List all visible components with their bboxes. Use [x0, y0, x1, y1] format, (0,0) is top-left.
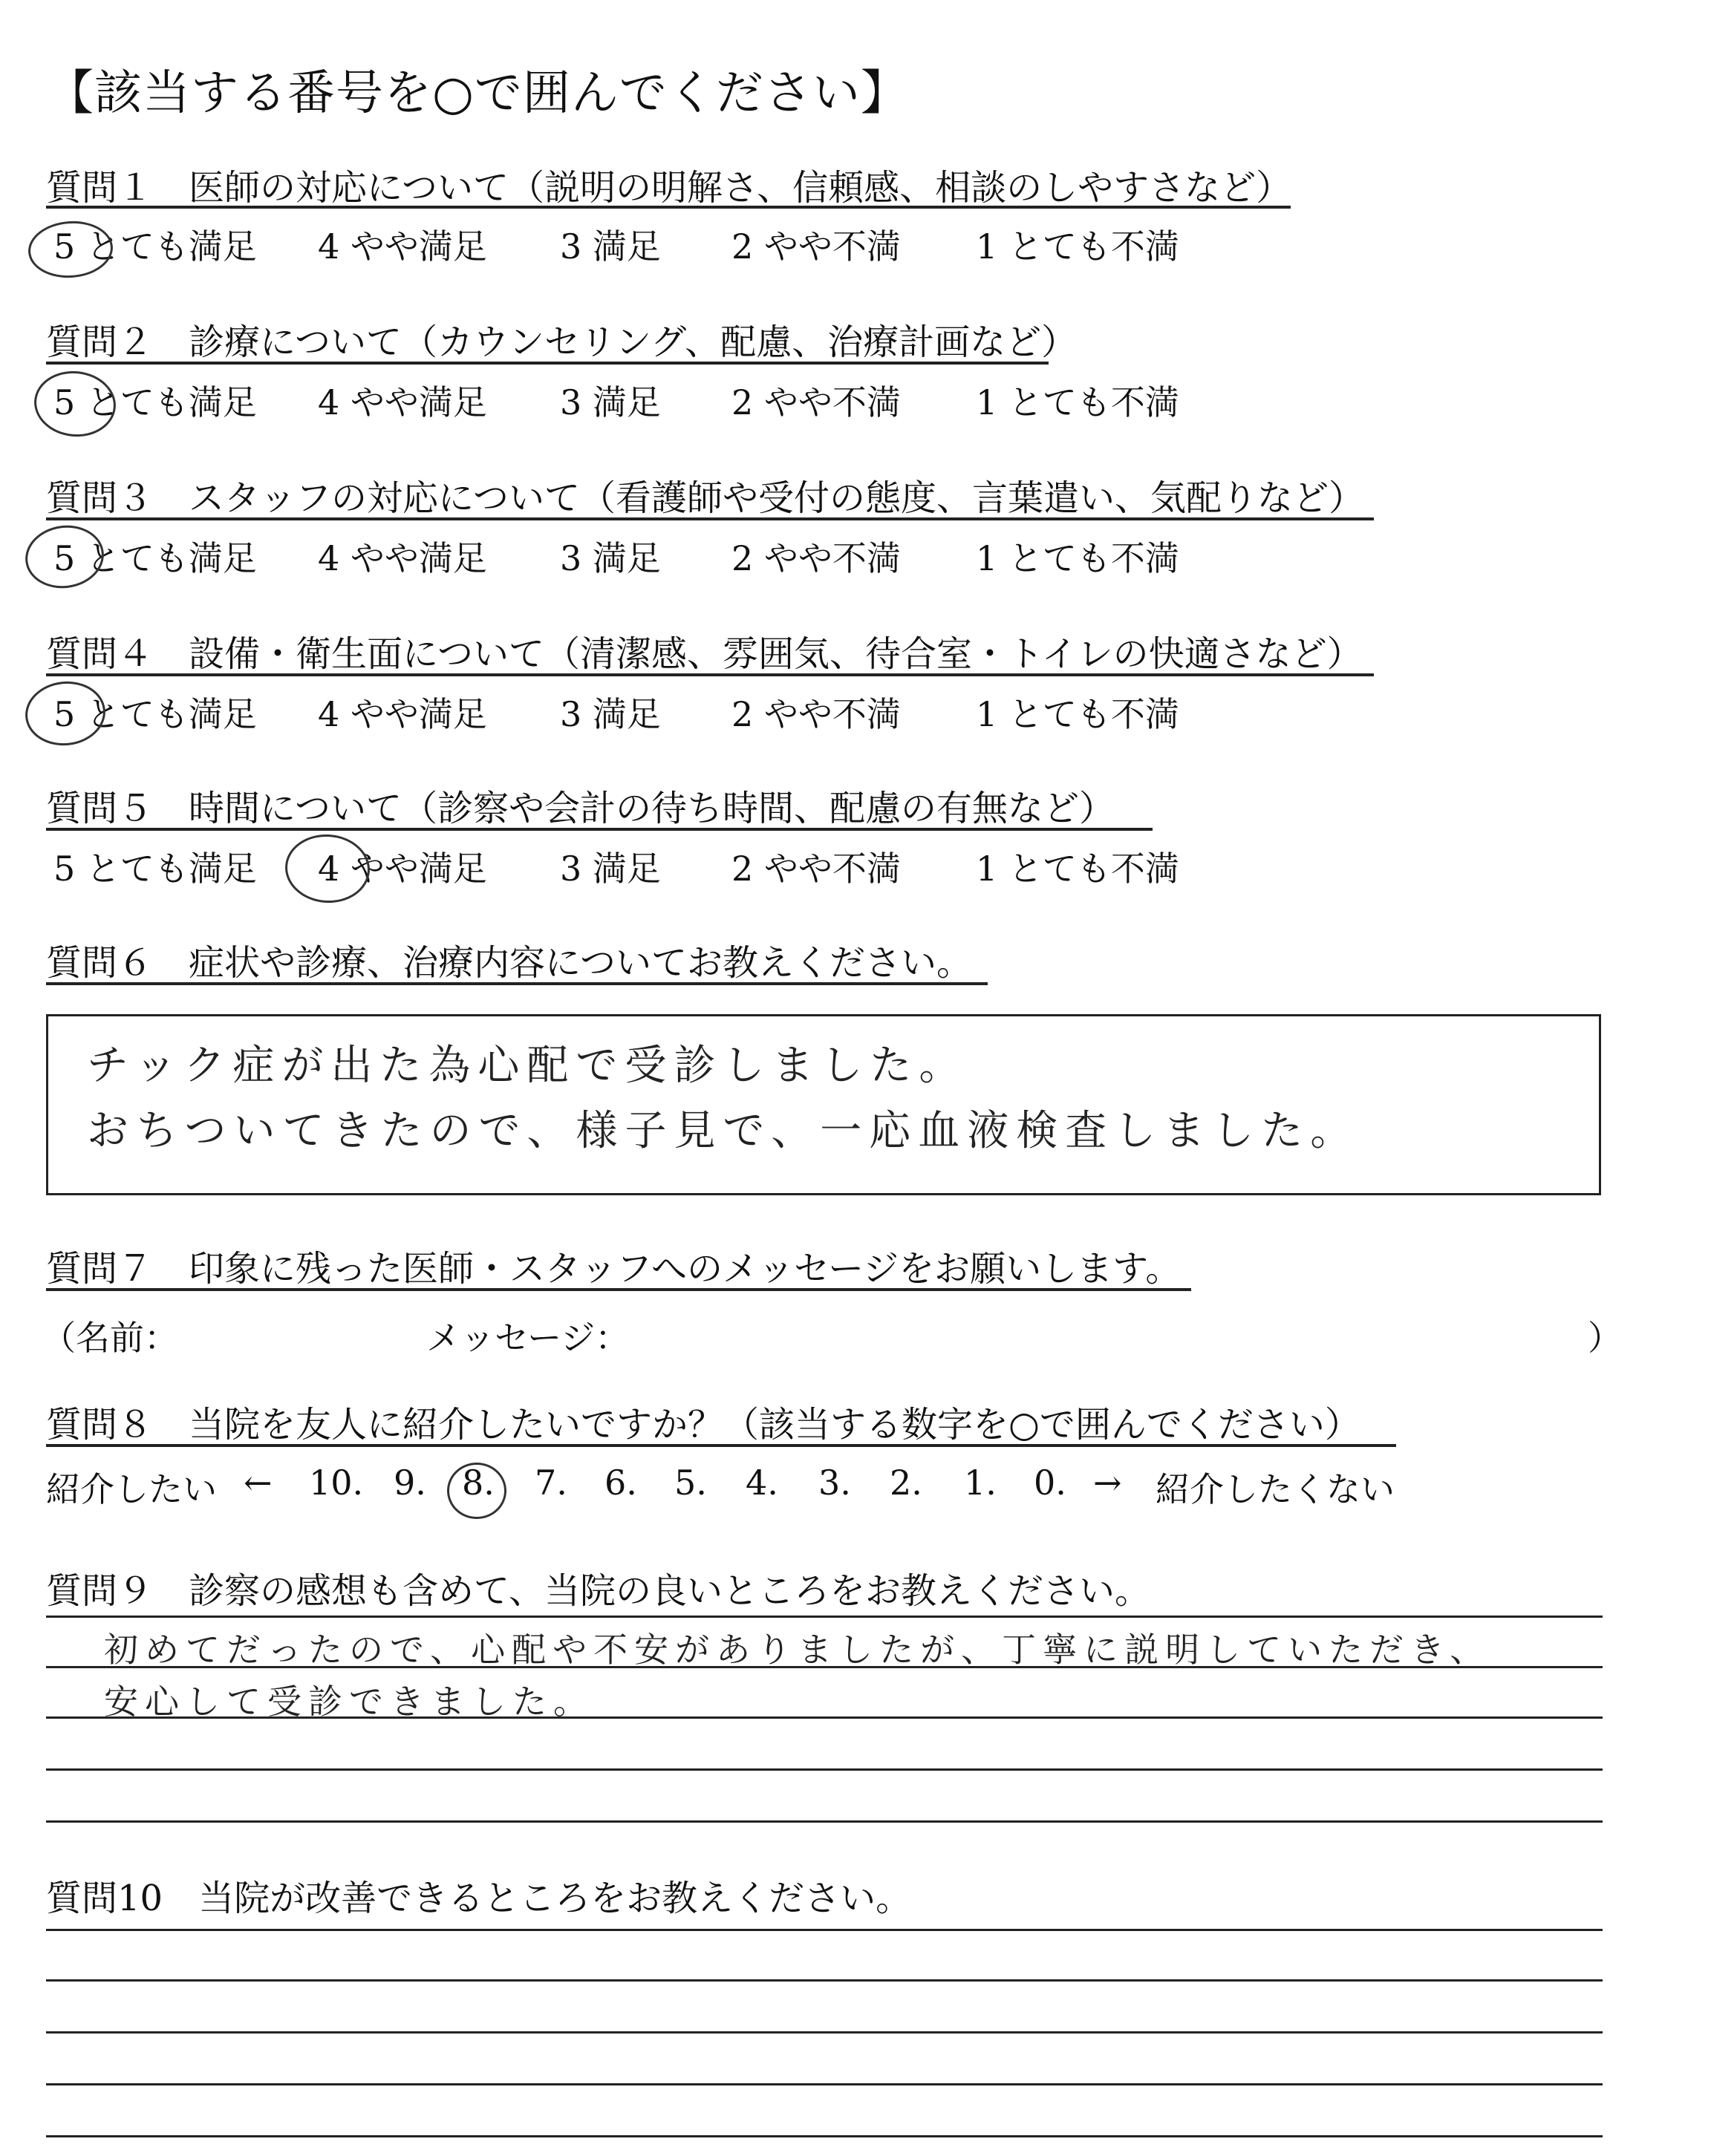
q9-rule-1	[46, 1616, 1603, 1618]
q2-option-2[interactable]: 2 やや不満	[731, 382, 901, 422]
q10-rule-4[interactable]	[46, 2083, 1603, 2085]
q5-heading: 質問５ 時間について（診察や会計の待ち時間、配慮の有無など）	[46, 788, 1115, 829]
q8-option[interactable]: 7.	[535, 1463, 567, 1503]
q5-option-4[interactable]: 4 やや満足	[318, 849, 487, 889]
q1-option-4[interactable]: 4 やや満足	[318, 226, 487, 267]
q10-heading: 質問10 当院が改善できるところをお教えください。	[46, 1878, 912, 1919]
q6-heading: 質問６ 症状や診療、治療内容についてお教えください。	[46, 942, 973, 984]
q3-option-5[interactable]: 5 とても満足	[53, 538, 257, 578]
q9-heading: 質問９ 診察の感想も含めて、当院の良いところをお教えください。	[46, 1570, 1151, 1612]
q3-option-4[interactable]: 4 やや満足	[318, 538, 487, 578]
q8-right-label: 紹介したくない	[1156, 1469, 1395, 1509]
q10-rule-2[interactable]	[46, 1979, 1603, 1982]
q4-option-5[interactable]: 5 とても満足	[53, 694, 257, 734]
q1-underline	[46, 206, 1291, 209]
q6-answer-line-2: おちついてきたので、様子見で、一応血液検査しました。	[87, 1107, 1360, 1155]
q2-option-5[interactable]: 5 とても満足	[53, 382, 257, 422]
q1-heading: 質問１ 医師の対応について（説明の明解さ、信頼感、相談のしやすさなど）	[46, 167, 1292, 209]
q8-option[interactable]: 2.	[890, 1463, 922, 1503]
q6-answer-line-1: チック症が出た為心配で受診しました。	[87, 1042, 968, 1090]
q4-option-4[interactable]: 4 やや満足	[318, 694, 487, 734]
q8-left-label: 紹介したい	[46, 1469, 217, 1509]
q8-option[interactable]: 4.	[746, 1463, 778, 1503]
q6-underline	[46, 982, 988, 985]
q9-rule-5	[46, 1820, 1603, 1823]
q10-rule-1[interactable]	[46, 1929, 1603, 1931]
q9-answer-line-2[interactable]: 安心して受診できました。	[104, 1682, 594, 1722]
q1-option-3[interactable]: 3 満足	[560, 226, 661, 267]
q5-option-1[interactable]: 1 とても不満	[976, 849, 1179, 889]
q9-answer-line-1[interactable]: 初めてだったので、心配や不安がありましたが、丁寧に説明していただき、	[104, 1630, 1491, 1670]
q9-rule-4	[46, 1768, 1603, 1771]
q8-option[interactable]: 0.	[1034, 1463, 1066, 1503]
q2-option-4[interactable]: 4 やや満足	[318, 382, 487, 422]
q7-close-paren: ）	[1588, 1318, 1622, 1358]
q8-option[interactable]: 10.	[309, 1463, 364, 1503]
q3-underline	[46, 517, 1374, 520]
q8-option[interactable]: 3.	[818, 1463, 851, 1503]
q3-heading: 質問３ スタッフの対応について（看護師や受付の態度、言葉遣い、気配りなど）	[46, 477, 1365, 519]
q3-option-1[interactable]: 1 とても不満	[976, 538, 1179, 578]
q5-option-2[interactable]: 2 やや不満	[731, 849, 901, 889]
q8-option[interactable]: 6.	[604, 1463, 637, 1503]
q7-name-label: （名前：	[42, 1318, 178, 1358]
q2-option-3[interactable]: 3 満足	[560, 382, 661, 422]
q8-heading: 質問８ 当院を友人に紹介したいですか？（該当する数字を○で囲んでください）	[46, 1404, 1360, 1446]
q10-rule-3[interactable]	[46, 2031, 1603, 2034]
q2-underline	[46, 362, 1049, 365]
q4-underline	[46, 673, 1374, 676]
q5-underline	[46, 828, 1153, 831]
q3-option-3[interactable]: 3 満足	[560, 538, 661, 578]
q8-answer-circle	[447, 1463, 506, 1519]
q8-option-selected[interactable]: 8.	[462, 1463, 495, 1503]
q8-option[interactable]: 9.	[394, 1463, 426, 1503]
q1-option-1[interactable]: 1 とても不満	[976, 226, 1179, 267]
q2-option-1[interactable]: 1 とても不満	[976, 382, 1179, 422]
q8-option[interactable]: 5.	[674, 1463, 707, 1503]
left-arrow-icon: ←	[244, 1463, 273, 1503]
q7-heading: 質問７ 印象に残った医師・スタッフへのメッセージをお願いします。	[46, 1248, 1182, 1290]
q4-option-1[interactable]: 1 とても不満	[976, 694, 1179, 734]
q4-option-2[interactable]: 2 やや不満	[731, 694, 901, 734]
q2-heading: 質問２ 診療について（カウンセリング、配慮、治療計画など）	[46, 321, 1078, 363]
q7-underline	[46, 1288, 1191, 1291]
right-arrow-icon: →	[1093, 1463, 1122, 1503]
q4-option-3[interactable]: 3 満足	[560, 694, 661, 734]
q5-option-5[interactable]: 5 とても満足	[53, 849, 257, 889]
q5-option-3[interactable]: 3 満足	[560, 849, 661, 889]
q1-option-2[interactable]: 2 やや不満	[731, 226, 901, 267]
q6-answer-box[interactable]	[46, 1014, 1601, 1195]
q1-option-5[interactable]: 5 とても満足	[53, 226, 257, 267]
q7-message-label: メッセージ：	[426, 1318, 630, 1358]
q8-option[interactable]: 1.	[964, 1463, 997, 1503]
q8-underline	[46, 1444, 1396, 1447]
q3-option-2[interactable]: 2 やや不満	[731, 538, 901, 578]
q4-heading: 質問４ 設備・衛生面について（清潔感、雰囲気、待合室・トイレの快適さなど）	[46, 633, 1363, 675]
page-title: 【該当する番号を○で囲んでください】	[46, 66, 909, 121]
q10-rule-5[interactable]	[46, 2135, 1603, 2137]
